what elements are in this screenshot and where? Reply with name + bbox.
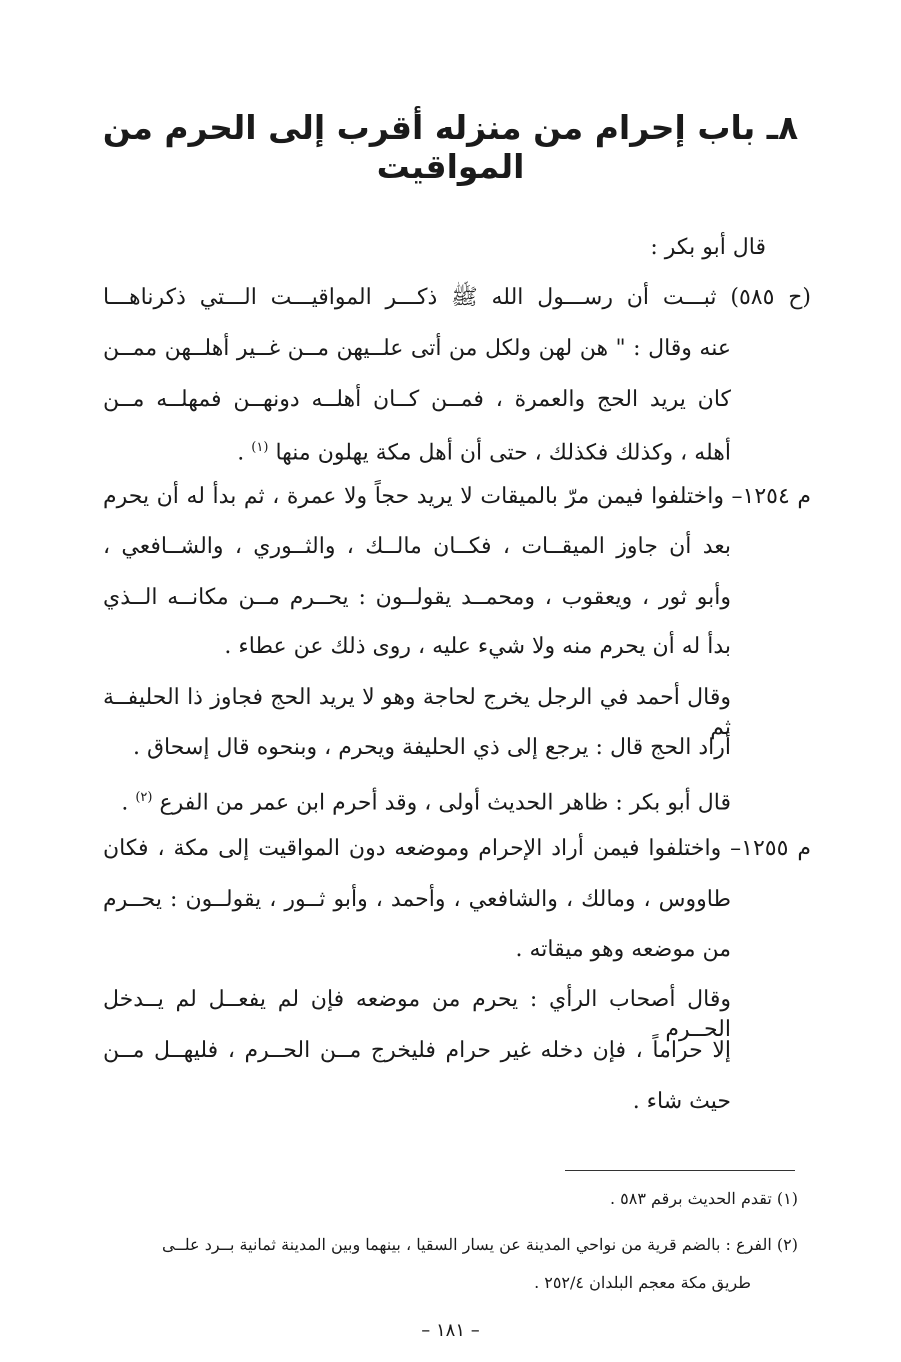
masala-1254-line-7-end: . — [121, 790, 129, 816]
footnote-ref-1: (١) — [251, 440, 269, 455]
masala-1255-line-4: وقال أصحاب الرأي : يحرم من موضعه فإن لم يفعــل لم يــدخل الحــرم — [103, 987, 731, 1042]
hadith-585-line-4 — [237, 433, 731, 468]
masala-1255-line-2: طاووس ، ومالك ، والشافعي ، وأحمد ، وأبو ثــور ، يقولــون : يحــرم — [103, 887, 731, 912]
footnote-1 — [610, 1188, 798, 1210]
masala-1254-line-5: وقال أحمد في الرجل يخرج لحاجة وهو لا يريد الحج فجاوز ذا الحليفــة ثم — [103, 685, 731, 740]
hadith-585-line-2: عنه وقال : " هن لهن ولكل من أتى علــيهن مــن غــير أهلــهن ممــن — [103, 336, 731, 361]
masala-1255-line-3: من موضعه وهو ميقاته . — [515, 937, 731, 962]
page-number: – ١٨١ – — [421, 1320, 480, 1341]
footnote-1-text: تقدم الحديث برقم ٥٨٣ . — [609, 1189, 772, 1208]
hadith-585-line-4-text: أهله ، وكذلك فكذلك ، حتى أن أهل مكة يهلون منها — [275, 440, 731, 466]
intro-line: قال أبو بكر : — [650, 235, 766, 260]
masala-1254-line-1: م ١٢٥٤– واختلفوا فيمن مرّ بالميقات لا يريد حجاً ولا عمرة ، ثم بدأ له أن يحرم — [103, 484, 811, 509]
masala-1254-line-7 — [121, 783, 731, 818]
masala-1255-line-6: حيث شاء . — [632, 1089, 731, 1114]
footnote-2 — [162, 1234, 798, 1256]
masala-1254-line-7-text: قال أبو بكر : ظاهر الحديث أولى ، وقد أحرم ابن عمر من الفرع — [159, 790, 731, 816]
hadith-585-line-1: (ح ٥٨٥) ثبـــت أن رســـول الله ﷺ ذكـــر المواقيـــت الـــتي ذكرناهـــا — [103, 285, 812, 310]
masala-1254-line-2: بعد أن جاوز الميقــات ، فكــان مالــك ، والثــوري ، والشــافعي ، — [103, 534, 731, 559]
footnote-divider — [565, 1170, 795, 1171]
footnote-ref-2: (٢) — [135, 790, 153, 805]
masala-1254-line-4: بدأ له أن يحرم منه ولا شيء عليه ، روى ذلك عن عطاء . — [224, 634, 731, 659]
masala-1255-line-5: إلا حراماً ، فإن دخله غير حرام فليخرج مــن الحــرم ، فليهــل مــن — [103, 1038, 731, 1063]
footnote-2-text: الفرع : بالضم قرية من نواحي المدينة عن يسار السقيا ، بينهما وبين المدينة ثمانية بــرد علــى — [162, 1235, 772, 1254]
footnote-1-number: (١) — [776, 1189, 798, 1208]
footnote-2-continued: طريق مكة معجم البلدان ٢٥٢/٤ . — [534, 1273, 751, 1292]
masala-1255-line-1: م ١٢٥٥– واختلفوا فيمن أراد الإحرام وموضعه دون المواقيت إلى مكة ، فكان — [103, 836, 811, 861]
masala-1254-line-6: أراد الحج قال : يرجع إلى ذي الحليفة ويحرم ، وبنحوه قال إسحاق . — [133, 735, 731, 760]
hadith-585-line-4-end: . — [237, 440, 245, 466]
footnote-2-number: (٢) — [776, 1235, 798, 1254]
chapter-title: ٨ـ باب إحرام من منزله أقرب إلى الحرم من المواقيت — [102, 108, 799, 186]
hadith-585-line-3: كان يريد الحج والعمرة ، فمــن كــان أهلــه دونهــن فمهلــه مــن — [103, 387, 731, 412]
masala-1254-line-3: وأبو ثور ، ويعقوب ، ومحمــد يقولــون : يحــرم مــن مكانــه الــذي — [103, 585, 731, 610]
